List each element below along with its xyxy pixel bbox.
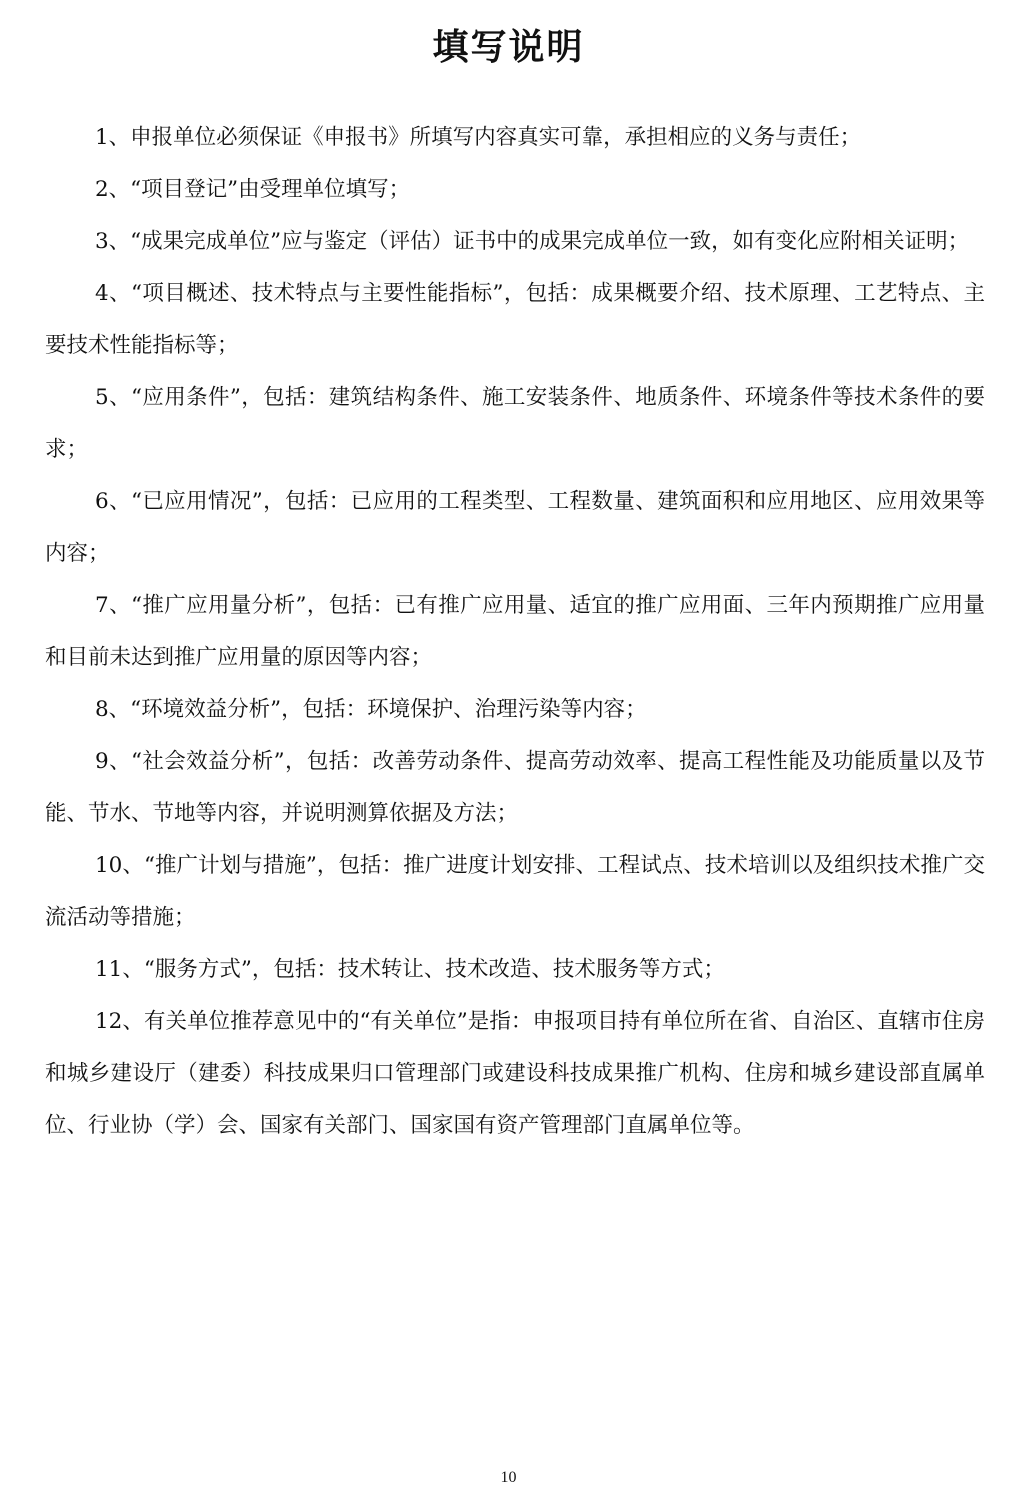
instruction-item-11: 11、“服务方式”，包括：技术转让、技术改造、技术服务等方式； [95,957,725,982]
instruction-item-4: 4、“项目概述、技术特点与主要性能指标”，包括：成果概要介绍、技术原理、工艺特点、主要技术性能指标等； [45,281,985,358]
instruction-item-1: 1、申报单位必须保证《申报书》所填写内容真实可靠，承担相应的义务与责任； [95,125,862,150]
instruction-item-5: 5、“应用条件”，包括：建筑结构条件、施工安装条件、地质条件、环境条件等技术条件的要求； [45,385,985,462]
instructions-list [45,112,985,1152]
instruction-item-12: 12、有关单位推荐意见中的“有关单位”是指：申报项目持有单位所在省、自治区、直辖市住房和城乡建设厅（建委）科技成果归口管理部门或建设科技成果推广机构、住房和城乡建设部直属单位、行业协（学）会、国家有关部门、国家国有资产管理部门直属单位等。 [45,1009,985,1138]
page-title: 填写说明 [432,27,585,68]
instruction-item-3: 3、“成果完成单位”应与鉴定（评估）证书中的成果完成单位一致，如有变化应附相关证明； [95,229,970,254]
page-number: 10 [500,1469,517,1486]
instruction-item-2: 2、“项目登记”由受理单位填写； [95,177,411,202]
instruction-item-6: 6、“已应用情况”，包括：已应用的工程类型、工程数量、建筑面积和应用地区、应用效果等内容； [45,489,985,566]
instruction-item-8: 8、“环境效益分析”，包括：环境保护、治理污染等内容； [95,697,647,722]
instruction-item-10: 10、“推广计划与措施”，包括：推广进度计划安排、工程试点、技术培训以及组织技术推广交流活动等措施； [45,853,985,930]
instruction-item-9: 9、“社会效益分析”，包括：改善劳动条件、提高劳动效率、提高工程性能及功能质量以及节能、节水、节地等内容，并说明测算依据及方法； [45,749,985,826]
instruction-item-7: 7、“推广应用量分析”，包括：已有推广应用量、适宜的推广应用面、三年内预期推广应用量和目前未达到推广应用量的原因等内容； [45,593,985,670]
